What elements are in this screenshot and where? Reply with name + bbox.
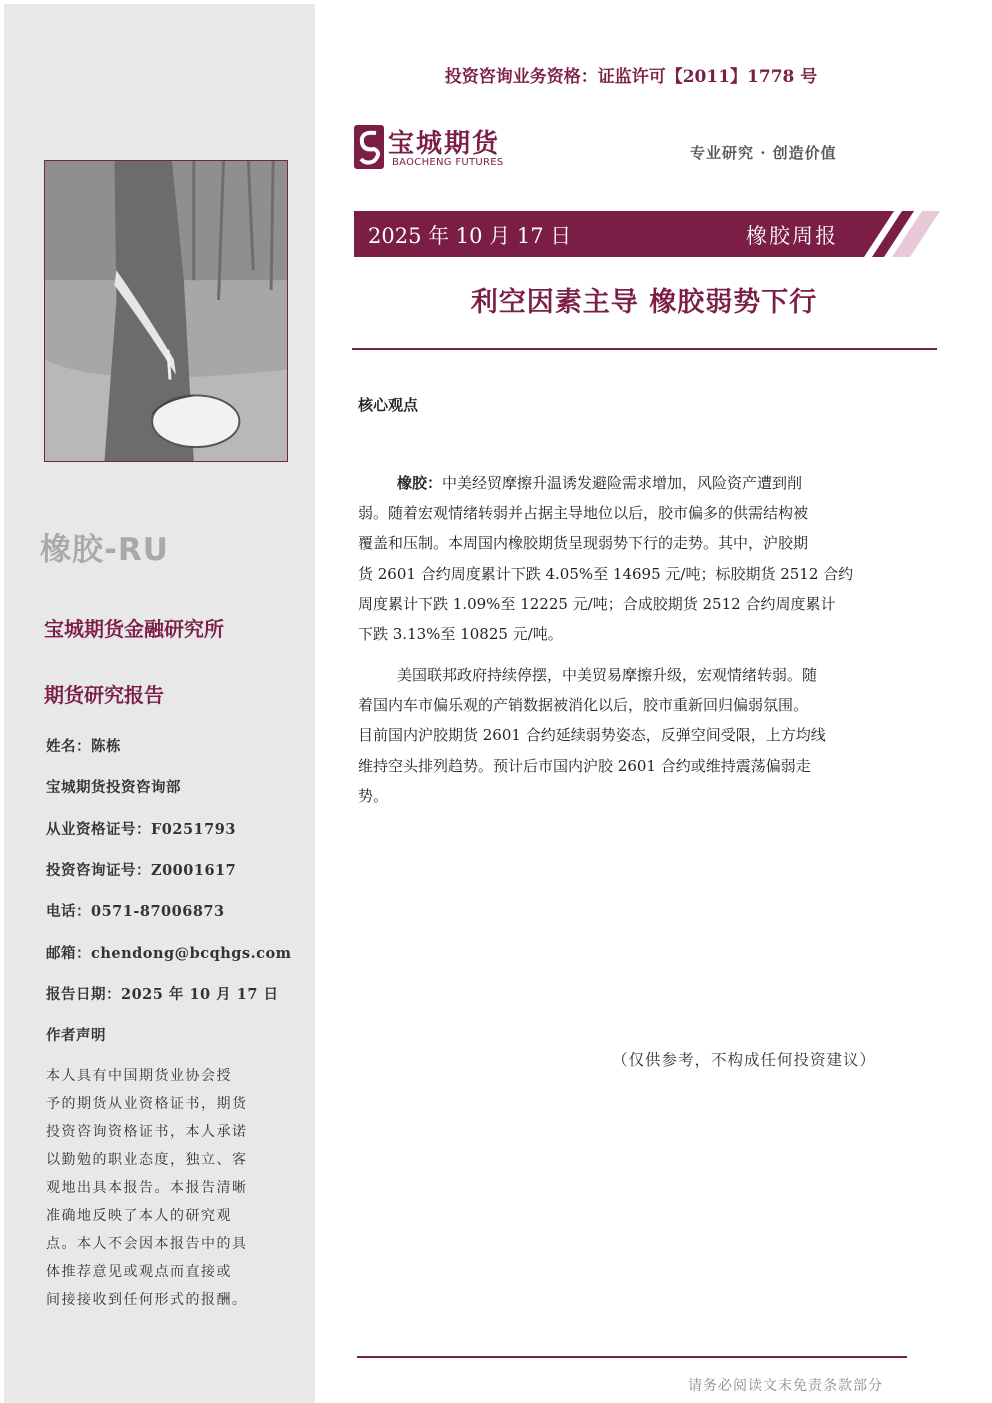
author-statement-title: 作者声明: [46, 1027, 106, 1044]
statement-line: 体推荐意见或观点而直接或: [46, 1264, 232, 1280]
author-statement: [46, 1062, 272, 1314]
institute-name: 宝城期货金融研究所: [44, 617, 224, 641]
email[interactable]: 邮箱：chendong@bcqhgs.com: [46, 945, 292, 962]
core-view-heading: 核心观点: [358, 396, 419, 414]
paragraph-line: [358, 468, 913, 498]
page-title: 利空因素主导 橡胶弱势下行: [470, 287, 818, 318]
logo-name-en: BAOCHENG FUTURES: [392, 157, 504, 168]
footer-divider: [357, 1356, 907, 1358]
statement-line: 予的期货从业资格证书，期货: [46, 1096, 248, 1112]
statement-line: 以勤勉的职业态度，独立、客: [46, 1152, 248, 1168]
slogan: 专业研究 · 创造价值: [690, 144, 837, 162]
paragraph-lead: 橡胶：: [397, 474, 443, 492]
statement-line: 本人具有中国期货业协会授: [46, 1068, 232, 1084]
footer-disclaimer-link[interactable]: 请务必阅读文末免责条款部分: [688, 1378, 883, 1394]
reference-note: （仅供参考，不构成任何投资建议）: [612, 1051, 877, 1069]
statement-line: 投资咨询资格证书，本人承诺: [46, 1124, 248, 1140]
report-date-banner: 2025 年 10 月 17 日: [368, 224, 572, 248]
statement-line: 准确地反映了本人的研究观: [46, 1208, 232, 1224]
title-divider: [352, 348, 937, 350]
paragraph-line: 周度累计下跌 1.09%至 12225 元/吨；合成胶期货 2512 合约周度累计: [358, 594, 836, 613]
paragraph-macro: [358, 660, 913, 811]
logo-mark-icon: [352, 123, 386, 171]
paragraph-line: 着国内车市偏乐观的产销数据被消化以后，胶市重新回归偏弱氛围。: [358, 696, 809, 715]
paragraph-line: 美国联邦政府持续停摆，中美贸易摩擦升级，宏观情绪转弱。随: [397, 666, 818, 684]
paragraph-rubber: [358, 468, 913, 649]
statement-line: 观地出具本报告。本报告清晰: [46, 1180, 248, 1196]
department: 宝城期货投资咨询部: [46, 779, 181, 796]
logo-name-cn: 宝城期货: [388, 129, 501, 159]
analyst-name: 姓名：陈栋: [46, 738, 121, 755]
advisory-cert: 投资咨询证号：Z0001617: [46, 862, 237, 879]
paragraph-line: 覆盖和压制。本周国内橡胶期货呈现弱势下行的走势。其中，沪胶期: [358, 534, 809, 553]
paragraph-line: 弱。随着宏观情绪转弱并占据主导地位以后，胶市偏多的供需结构被: [358, 504, 809, 523]
paragraph-line: 势。: [358, 786, 389, 805]
report-type-banner: 橡胶周报: [746, 224, 838, 248]
practice-cert: 从业资格证号：F0251793: [46, 821, 236, 838]
company-logo: [352, 123, 522, 173]
statement-line: 点。本人不会因本报告中的具: [46, 1236, 248, 1252]
statement-line: 间接接收到任何形式的报酬。: [46, 1292, 248, 1308]
phone: 电话：0571-87006873: [46, 903, 225, 920]
paragraph-line-text: 中美经贸摩擦升温诱发避险需求增加，风险资产遭到削: [442, 474, 803, 492]
paragraph-line: 目前国内沪胶期货 2601 合约延续弱势姿态，反弹空间受限，上方均线: [358, 726, 826, 745]
date-banner: [354, 211, 894, 257]
rubber-tapping-photo: [44, 160, 288, 462]
report-date: 报告日期：2025 年 10 月 17 日: [46, 986, 279, 1003]
paragraph-line: 货 2601 合约周度累计下跌 4.05%至 14695 元/吨；标胶期货 2512 合约: [358, 564, 854, 583]
qualification-text: 投资咨询业务资格：证监许可【2011】1778 号: [444, 67, 818, 87]
paragraph-line: 下跌 3.13%至 10825 元/吨。: [358, 625, 563, 644]
paragraph-line: 维持空头排列趋势。预计后市国内沪胶 2601 合约或维持震荡偏弱走: [358, 756, 811, 775]
qualification-notice: [0, 62, 992, 87]
report-category: 期货研究报告: [44, 683, 164, 707]
product-code-label: 橡胶-RU: [40, 532, 169, 568]
